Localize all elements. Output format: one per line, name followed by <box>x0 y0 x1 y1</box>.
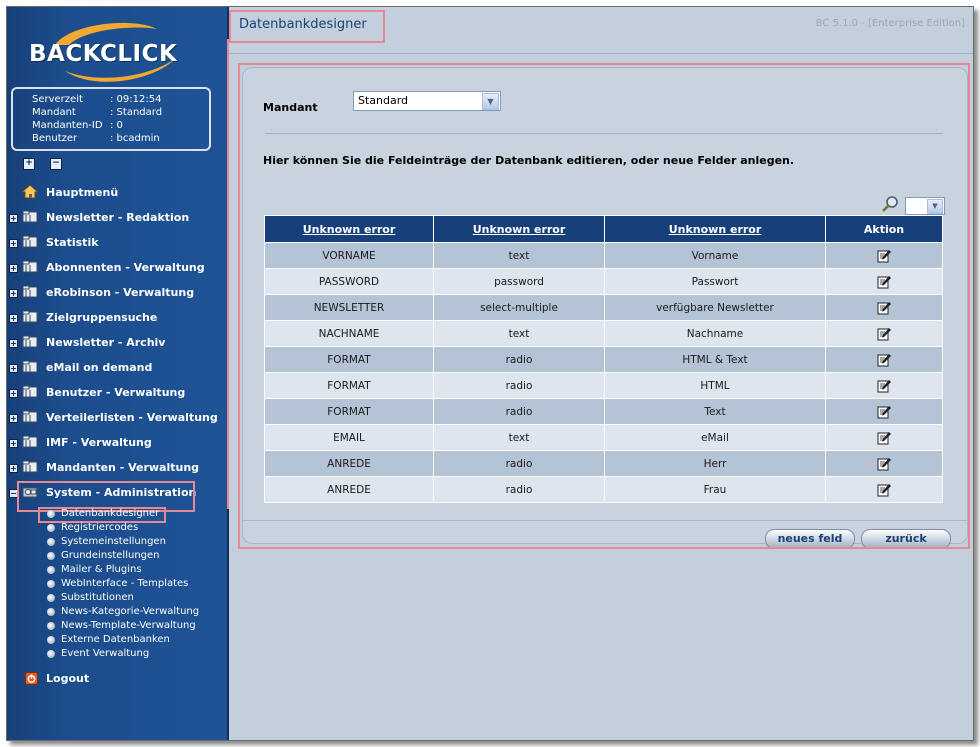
table-cell: Vorname <box>605 243 826 269</box>
info-row <box>32 93 161 106</box>
sidebar-item-newsletter-redaktion[interactable] <box>7 208 227 228</box>
sidebar-item-label: IMF - Verwaltung <box>46 436 152 449</box>
bullet-icon <box>47 566 55 574</box>
expand-icon[interactable]: + <box>10 289 17 298</box>
mandant-label: Mandant <box>263 101 318 114</box>
folder-icon <box>22 460 38 473</box>
table-cell: radio <box>434 451 605 477</box>
info-label: Benutzer <box>32 133 78 144</box>
table-cell: Frau <box>605 477 826 503</box>
subnav-item-label: Grundeinstellungen <box>61 550 160 561</box>
table-cell: VORNAME <box>265 243 434 269</box>
table-cell: eMail <box>605 425 826 451</box>
sidebar-item-label: eMail on demand <box>46 361 153 374</box>
chevron-down-icon[interactable]: ▼ <box>482 93 499 110</box>
bullet-icon <box>47 524 55 532</box>
table-cell: radio <box>434 373 605 399</box>
highlight-content-panel <box>238 63 970 549</box>
table-cell: Nachname <box>605 321 826 347</box>
sidebar-item-email-on-demand[interactable] <box>7 358 227 378</box>
logout-label: Logout <box>46 672 90 685</box>
info-value: : bcadmin <box>110 133 160 144</box>
expand-icon[interactable]: + <box>10 364 17 373</box>
sidebar-item-verteilerlisten-verwaltung[interactable] <box>7 408 227 428</box>
bullet-icon <box>47 636 55 644</box>
sidebar-item-label: Hauptmenü <box>46 186 119 199</box>
table-cell: FORMAT <box>265 373 434 399</box>
table-cell: PASSWORD <box>265 269 434 295</box>
logo-text: BACKCLICK <box>29 41 178 67</box>
logout-icon <box>25 672 38 685</box>
table-cell: password <box>434 269 605 295</box>
info-value: : 09:12:54 <box>110 94 162 105</box>
collapse-icon[interactable]: − <box>10 489 17 498</box>
bullet-icon <box>47 650 55 658</box>
sidebar-item-imf-verwaltung[interactable] <box>7 433 227 453</box>
sidebar-item-newsletter-archiv[interactable] <box>7 333 227 353</box>
subnav-item-label: News-Kategorie-Verwaltung <box>61 606 200 617</box>
folder-icon <box>22 285 38 298</box>
sidebar-item-label: Abonnenten - Verwaltung <box>46 261 205 274</box>
folder-icon <box>22 385 38 398</box>
table-cell: EMAIL <box>265 425 434 451</box>
subnav-item-label: Systemeinstellungen <box>61 536 166 547</box>
bullet-icon <box>47 608 55 616</box>
bullet-icon <box>47 538 55 546</box>
bullet-icon <box>47 552 55 560</box>
info-row <box>32 106 162 119</box>
info-value: : Standard <box>110 107 163 118</box>
expand-icon[interactable]: + <box>10 314 17 323</box>
bullet-icon <box>47 594 55 602</box>
folder-icon <box>22 410 38 423</box>
subnav-item-label: Mailer & Plugins <box>61 564 142 575</box>
sidebar-item-label: eRobinson - Verwaltung <box>46 286 195 299</box>
highlight-page-title <box>229 10 385 43</box>
sidebar-item-label: Benutzer - Verwaltung <box>46 386 186 399</box>
column-header[interactable]: Unknown error <box>265 216 434 243</box>
table-cell: HTML & Text <box>605 347 826 373</box>
table-cell: Text <box>605 399 826 425</box>
collapse-all-button[interactable]: − <box>50 158 62 170</box>
server-info-panel <box>11 87 211 151</box>
sidebar-item-erobinson-verwaltung[interactable] <box>7 283 227 303</box>
bullet-icon <box>47 510 55 518</box>
table-cell: radio <box>434 477 605 503</box>
sidebar-item-label: Verteilerlisten - Verwaltung <box>46 411 218 424</box>
expand-all-button[interactable]: + <box>23 158 35 170</box>
table-cell: Passwort <box>605 269 826 295</box>
table-cell: ANREDE <box>265 451 434 477</box>
folder-icon <box>22 260 38 273</box>
info-row <box>32 132 160 145</box>
table-cell: select-multiple <box>434 295 605 321</box>
expand-icon[interactable]: + <box>10 389 17 398</box>
sidebar-item-abonnenten-verwaltung[interactable] <box>7 258 227 278</box>
folder-icon <box>22 210 38 223</box>
bullet-icon <box>47 580 55 588</box>
new-field-button[interactable]: neues feld <box>765 529 855 549</box>
subnav-item-label: WebInterface - Templates <box>61 578 189 589</box>
sidebar-item-label: Newsletter - Archiv <box>46 336 166 349</box>
info-label: Mandant <box>32 107 76 118</box>
sidebar-item-label: Mandanten - Verwaltung <box>46 461 200 474</box>
mandant-select-value: Standard <box>358 94 409 107</box>
subnav-item-label: Substitutionen <box>61 592 134 603</box>
table-cell: NACHNAME <box>265 321 434 347</box>
version-label: BC 5.1.0 - [Enterprise Edition] <box>815 18 965 29</box>
column-header-aktion: Aktion <box>826 216 943 243</box>
intro-text: Hier können Sie die Feldeinträge der Datenbank editieren, oder neue Felder anlegen. <box>263 154 795 167</box>
logout-link[interactable] <box>7 669 227 689</box>
info-row <box>32 119 123 132</box>
table-cell: radio <box>434 399 605 425</box>
chevron-down-icon[interactable]: ▼ <box>927 199 943 214</box>
folder-icon <box>22 335 38 348</box>
expand-icon[interactable]: + <box>10 239 17 248</box>
expand-icon[interactable]: + <box>10 264 17 273</box>
sidebar-item-label: Zielgruppensuche <box>46 311 158 324</box>
table-cell: NEWSLETTER <box>265 295 434 321</box>
table-cell: radio <box>434 347 605 373</box>
info-value: : 0 <box>110 120 123 131</box>
header-divider <box>229 53 973 54</box>
subnav-item-label: Datenbankdesigner <box>61 508 160 519</box>
subnav-item-label: News-Template-Verwaltung <box>61 620 196 631</box>
subnav-item-label: Externe Datenbanken <box>61 634 170 645</box>
expand-icon[interactable]: + <box>10 214 17 223</box>
sidebar-item-mandanten-verwaltung[interactable] <box>7 458 227 478</box>
table-cell: verfügbare Newsletter <box>605 295 826 321</box>
sidebar-item-zielgruppensuche[interactable] <box>7 308 227 328</box>
sidebar-item-label: Newsletter - Redaktion <box>46 211 190 224</box>
expand-icon[interactable]: + <box>10 464 17 473</box>
page-title: Datenbankdesigner <box>239 17 367 32</box>
sidebar-item-label: Statistik <box>46 236 99 249</box>
expand-icon[interactable]: + <box>10 414 17 423</box>
sidebar <box>7 7 227 740</box>
folder-icon <box>22 235 38 248</box>
expand-icon[interactable]: + <box>10 439 17 448</box>
column-header[interactable]: Unknown error <box>434 216 605 243</box>
home-icon <box>22 185 38 198</box>
backclick-logo <box>25 21 185 81</box>
folder-icon <box>22 435 38 448</box>
column-header[interactable]: Unknown error <box>605 216 826 243</box>
subnav-item-label: Event Verwaltung <box>61 648 150 659</box>
sidebar-item-statistik[interactable] <box>7 233 227 253</box>
info-label: Serverzeit <box>32 94 83 105</box>
folder-icon <box>22 360 38 373</box>
back-button[interactable]: zurück <box>861 529 951 549</box>
table-cell: FORMAT <box>265 347 434 373</box>
table-cell: text <box>434 243 605 269</box>
folder-icon <box>22 310 38 323</box>
info-label: Mandanten-ID <box>32 120 103 131</box>
sidebar-item-hauptmen-[interactable] <box>7 183 227 203</box>
expand-icon[interactable]: + <box>10 339 17 348</box>
table-cell: HTML <box>605 373 826 399</box>
table-cell: ANREDE <box>265 477 434 503</box>
sidebar-item-benutzer-verwaltung[interactable] <box>7 383 227 403</box>
app-window <box>6 6 974 741</box>
table-cell: Herr <box>605 451 826 477</box>
subnav-item-label: Registriercodes <box>61 522 139 533</box>
table-cell: text <box>434 321 605 347</box>
table-cell: FORMAT <box>265 399 434 425</box>
bullet-icon <box>47 622 55 630</box>
highlight-connector <box>227 39 231 509</box>
sidebar-item-label: System - Administration <box>46 486 197 499</box>
table-cell: text <box>434 425 605 451</box>
